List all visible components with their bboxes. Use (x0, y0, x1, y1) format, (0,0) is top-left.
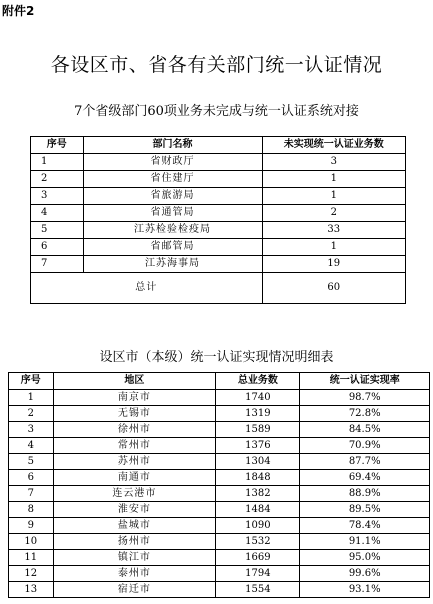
row-count: 1 (262, 171, 405, 188)
header-count: 未实现统一认证业务数 (262, 137, 405, 154)
row-no: 11 (9, 550, 54, 566)
table-row (31, 188, 406, 205)
row-total: 1532 (216, 534, 300, 550)
row-rate: 88.9% (300, 486, 430, 502)
row-no: 12 (9, 566, 54, 582)
table-row (9, 534, 430, 550)
row-region: 淮安市 (53, 502, 216, 518)
table-row (9, 550, 430, 566)
row-no: 10 (9, 534, 54, 550)
row-no: 1 (9, 390, 54, 406)
row-region: 泰州市 (53, 566, 216, 582)
row-no: 2 (31, 171, 84, 188)
row-total: 1319 (216, 406, 300, 422)
table-row (31, 256, 406, 273)
table-row (9, 390, 430, 406)
row-no: 5 (9, 454, 54, 470)
row-rate: 78.4% (300, 518, 430, 534)
row-total: 1669 (216, 550, 300, 566)
department-table-header (31, 137, 406, 154)
header-no: 序号 (9, 373, 54, 390)
document-title: 各设区市、省各有关部门统一认证情况 (50, 54, 383, 76)
city-table-header (9, 373, 430, 390)
table-row (9, 470, 430, 486)
header-region: 地区 (53, 373, 216, 390)
table-row (31, 154, 406, 171)
table-row (31, 222, 406, 239)
section1-subtitle: 7个省级部门60项业务未完成与统一认证系统对接 (74, 104, 359, 119)
table-row (9, 566, 430, 582)
row-no: 6 (9, 470, 54, 486)
header-department: 部门名称 (83, 137, 262, 154)
total-label: 总计 (31, 273, 263, 304)
attachment-label: 附件2 (2, 4, 35, 18)
table-row (9, 422, 430, 438)
row-no: 7 (31, 256, 84, 273)
row-department: 省财政厅 (83, 154, 262, 171)
row-rate: 89.5% (300, 502, 430, 518)
row-no: 7 (9, 486, 54, 502)
row-rate: 98.7% (300, 390, 430, 406)
row-no: 8 (9, 502, 54, 518)
row-total: 1554 (216, 582, 300, 598)
row-no: 3 (31, 188, 84, 205)
row-count: 1 (262, 239, 405, 256)
row-region: 苏州市 (53, 454, 216, 470)
header-no: 序号 (31, 137, 84, 154)
row-region: 无锡市 (53, 406, 216, 422)
row-no: 5 (31, 222, 84, 239)
row-total: 1090 (216, 518, 300, 534)
row-count: 2 (262, 205, 405, 222)
row-department: 江苏检验检疫局 (83, 222, 262, 239)
row-no: 4 (31, 205, 84, 222)
row-rate: 69.4% (300, 470, 430, 486)
row-rate: 70.9% (300, 438, 430, 454)
row-total: 1589 (216, 422, 300, 438)
table-row (9, 582, 430, 598)
table-row (9, 438, 430, 454)
header-total: 总业务数 (216, 373, 300, 390)
row-region: 盐城市 (53, 518, 216, 534)
row-total: 1848 (216, 470, 300, 486)
table-row (9, 454, 430, 470)
row-region: 常州市 (53, 438, 216, 454)
row-rate: 95.0% (300, 550, 430, 566)
row-total: 1484 (216, 502, 300, 518)
row-department: 省邮管局 (83, 239, 262, 256)
total-row (31, 273, 406, 304)
row-rate: 72.8% (300, 406, 430, 422)
table-row (9, 406, 430, 422)
row-no: 3 (9, 422, 54, 438)
row-region: 徐州市 (53, 422, 216, 438)
row-count: 19 (262, 256, 405, 273)
section2-subtitle: 设区市（本级）统一认证实现情况明细表 (99, 350, 334, 365)
department-table (30, 136, 406, 304)
row-region: 连云港市 (53, 486, 216, 502)
row-rate: 93.1% (300, 582, 430, 598)
total-value: 60 (262, 273, 405, 304)
row-no: 2 (9, 406, 54, 422)
row-count: 1 (262, 188, 405, 205)
row-region: 南通市 (53, 470, 216, 486)
table-row (31, 239, 406, 256)
row-no: 13 (9, 582, 54, 598)
row-department: 省旅游局 (83, 188, 262, 205)
row-rate: 99.6% (300, 566, 430, 582)
table-row (31, 205, 406, 222)
row-rate: 91.1% (300, 534, 430, 550)
row-department: 省住建厅 (83, 171, 262, 188)
row-region: 南京市 (53, 390, 216, 406)
row-region: 镇江市 (53, 550, 216, 566)
table-row (9, 502, 430, 518)
table-row (31, 171, 406, 188)
row-department: 省通管局 (83, 205, 262, 222)
header-rate: 统一认证实现率 (300, 373, 430, 390)
row-no: 1 (31, 154, 84, 171)
row-region: 宿迁市 (53, 582, 216, 598)
row-no: 4 (9, 438, 54, 454)
row-total: 1304 (216, 454, 300, 470)
row-total: 1794 (216, 566, 300, 582)
row-rate: 84.5% (300, 422, 430, 438)
row-count: 3 (262, 154, 405, 171)
row-total: 1382 (216, 486, 300, 502)
city-table (8, 372, 430, 598)
table-row (9, 486, 430, 502)
row-no: 9 (9, 518, 54, 534)
row-no: 6 (31, 239, 84, 256)
row-department: 江苏海事局 (83, 256, 262, 273)
row-region: 扬州市 (53, 534, 216, 550)
row-rate: 87.7% (300, 454, 430, 470)
row-total: 1376 (216, 438, 300, 454)
row-count: 33 (262, 222, 405, 239)
table-row (9, 518, 430, 534)
row-total: 1740 (216, 390, 300, 406)
